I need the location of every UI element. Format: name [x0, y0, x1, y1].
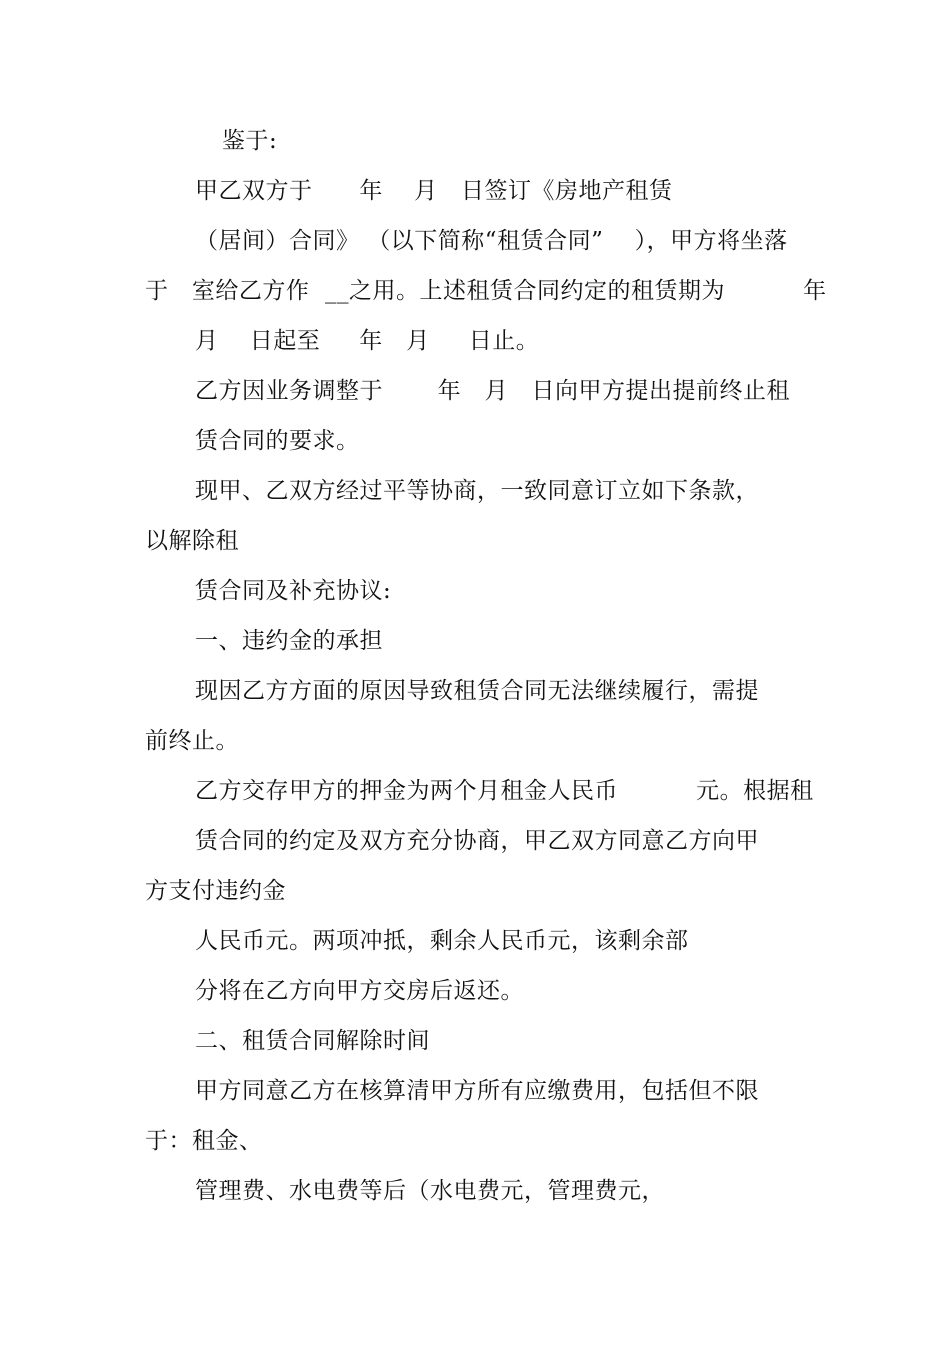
- text-line: 乙方因业务调整于 年 月 日向甲方提出提前终止租: [195, 378, 791, 404]
- text-line: 现因乙方方面的原因导致租赁合同无法继续履行，需提: [195, 678, 759, 704]
- text-line: 赁合同的约定及双方充分协商，甲乙双方同意乙方向甲: [195, 828, 759, 854]
- section-heading-termination-time: 二、租赁合同解除时间: [195, 1028, 430, 1054]
- text-line: 方支付违约金: [145, 878, 286, 904]
- text-line: 赁合同及补充协议:: [195, 578, 392, 604]
- text-line: 月 日起至 年 月 日止。: [195, 328, 540, 354]
- text-line: 前终止。: [145, 728, 239, 754]
- text-line: 赁合同的要求。: [195, 428, 360, 454]
- text-line: 甲方同意乙方在核算清甲方所有应缴费用，包括但不限: [195, 1078, 759, 1104]
- text-line: 分将在乙方向甲方交房后返还。: [195, 978, 524, 1004]
- text-line: 于 室给乙方作 __之用。上述租赁合同约定的租赁期为 年: [145, 278, 827, 304]
- text-line-whereas: 鉴于:: [222, 128, 278, 154]
- text-line: 于：租金、: [145, 1128, 263, 1154]
- text-line: 现甲、乙双方经过平等协商，一致同意订立如下条款，: [195, 478, 759, 504]
- text-line: 以解除租: [145, 528, 239, 554]
- text-line: 乙方交存甲方的押金为两个月租金人民币 元。根据租: [195, 778, 814, 804]
- text-line: 人民币元。两项冲抵，剩余人民币元，该剩余部: [195, 928, 689, 954]
- text-line: （居间）合同》 （以下简称“租赁合同” ），甲方将坐落: [195, 228, 788, 254]
- section-heading-penalty: 一、违约金的承担: [195, 628, 383, 654]
- text-line: 甲乙双方于 年 月 日签订《房地产租赁: [195, 178, 673, 204]
- text-line: 管理费、水电费等后（水电费元，管理费元，: [195, 1178, 665, 1204]
